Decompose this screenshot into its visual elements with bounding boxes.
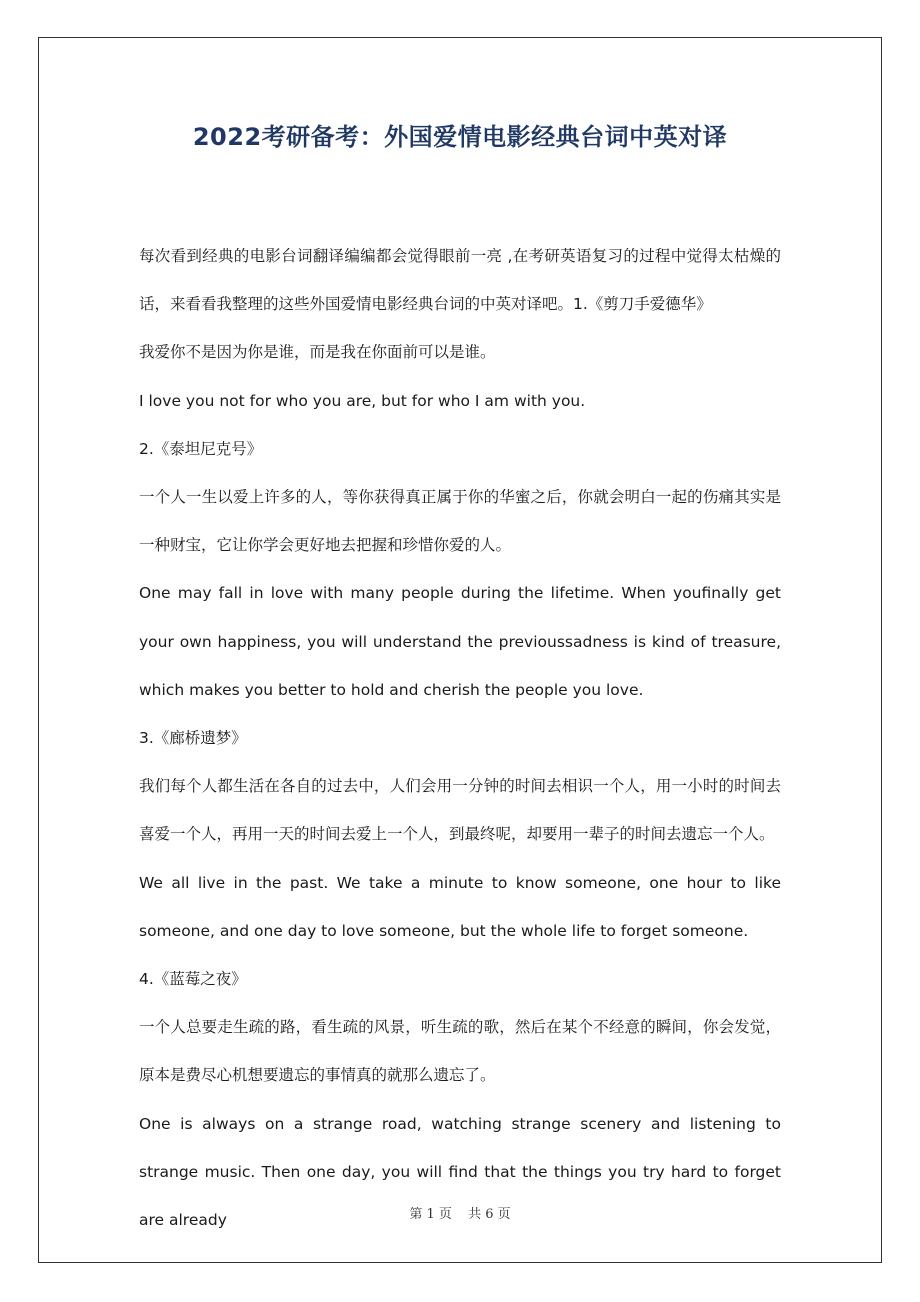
document-title: 2022考研备考：外国爱情电影经典台词中英对译 xyxy=(192,123,728,151)
movie-heading-3: 3.《廊桥遗梦》 xyxy=(139,729,247,748)
quote-chinese-4: 一个人总要走生疏的路，看生疏的风景，听生疏的歌，然后在某个不经意的瞬间，你会发觉，原本是费尽心机想要遗忘的事情真的就那么遗忘了。 xyxy=(139,1018,781,1085)
quote-english-2: One may fall in love with many people during the lifetime. When youfinally get your own happiness, you will understand the previoussadness is kind of treasure, which makes you better to hold and cherish the people you love. xyxy=(139,584,781,699)
quote-chinese-1: 我爱你不是因为你是谁，而是我在你面前可以是谁。 xyxy=(139,343,496,362)
quote-english-4: One is always on a strange road, watching strange scenery and listening to strange music. Then one day, you will find that the things you try hard to forget are already xyxy=(139,1114,781,1230)
current-page-number: 第 1 页 xyxy=(409,1207,452,1222)
page-footer xyxy=(0,1205,920,1225)
total-page-count: 共 6 页 xyxy=(468,1207,511,1222)
quote-english-1: I love you not for who you are, but for who I am with you. xyxy=(139,391,586,410)
movie-heading-4: 4.《蓝莓之夜》 xyxy=(139,970,247,989)
movie-heading-2: 2.《泰坦尼克号》 xyxy=(139,439,263,458)
quote-chinese-3: 我们每个人都生活在各自的过去中，人们会用一分钟的时间去相识一个人，用一小时的时间去喜爱一个人，再用一天的时间去爱上一个人，到最终呢，却要用一辈子的时间去遗忘一个人。 xyxy=(139,777,781,844)
intro-paragraph: 每次看到经典的电影台词翻译编编都会觉得眼前一亮 ,在考研英语复习的过程中觉得太枯燥的话，来看看我整理的这些外国爱情电影经典台词的中英对译吧。1.《剪刀手爱德华》 xyxy=(139,247,781,314)
quote-english-3: We all live in the past. We take a minute to know someone, one hour to like someone, and one day to love someone, but the whole life to forget someone. xyxy=(139,873,781,940)
quote-chinese-2: 一个人一生以爱上许多的人，等你获得真正属于你的华蜜之后，你就会明白一起的伤痛其实是一种财宝，它让你学会更好地去把握和珍惜你爱的人。 xyxy=(139,488,781,555)
document-body xyxy=(139,232,781,1244)
